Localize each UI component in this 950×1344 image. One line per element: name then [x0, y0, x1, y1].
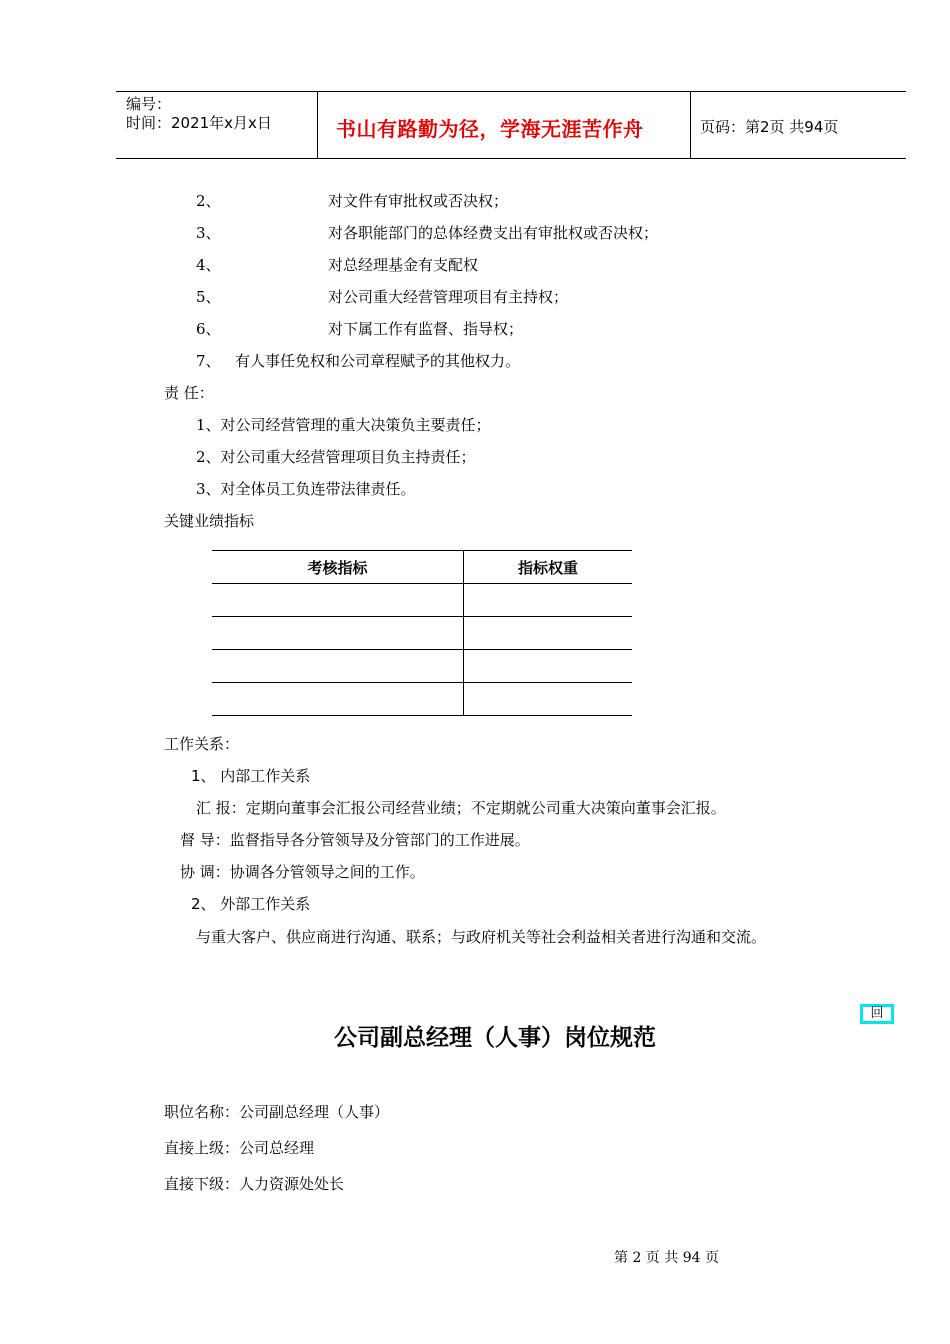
responsibility-item: 3、对全体员工负连带法律责任。: [196, 480, 416, 498]
supervise-row: [180, 829, 530, 850]
direct-superior-row: [164, 1137, 314, 1158]
page-footer: 第 2 页 共 94 页: [614, 1250, 719, 1266]
section-title: 公司副总经理（人事）岗位规范: [334, 1025, 656, 1051]
power-text: 对各职能部门的总体经费支出有审批权或否决权；: [328, 224, 659, 242]
power-text: 对文件有审批权或否决权；: [328, 192, 509, 210]
report-text: 定期向董事会汇报公司经营业绩；不定期就公司重大决策向董事会汇报。: [245, 799, 726, 817]
power-number: 7、: [196, 352, 221, 370]
supervise-text: 监督指导各分管领导及分管部门的工作进展。: [229, 831, 530, 849]
responsibility-item: 1、对公司经营管理的重大决策负主要责任；: [196, 416, 491, 434]
external-relations-heading: 2、 外部工作关系: [191, 895, 311, 913]
header-divider-left: [317, 91, 318, 158]
kpi-heading: 关键业绩指标: [164, 512, 255, 530]
direct-superior-value: 公司总经理: [239, 1139, 315, 1157]
power-text: 对下属工作有监督、指导权；: [328, 320, 524, 338]
responsibility-heading: 责 任：: [164, 384, 214, 402]
header-top-rule: [116, 91, 906, 92]
supervise-label: 督 导：: [180, 831, 230, 849]
report-label: 汇 报：: [196, 799, 246, 817]
header-bottom-rule: [116, 158, 906, 159]
kpi-column-weight: 指标权重: [464, 551, 633, 584]
table-row: [212, 617, 632, 650]
kpi-column-indicator: 考核指标: [212, 551, 464, 584]
relations-heading: 工作关系：: [164, 735, 240, 753]
direct-subordinate-row: [164, 1173, 344, 1194]
document-time-label: 时间：2021年x月x日: [126, 114, 272, 132]
table-row: [212, 650, 632, 683]
power-number: 6、: [196, 320, 221, 338]
back-button[interactable]: 回: [860, 1004, 894, 1024]
table-cell: [464, 584, 633, 617]
table-cell: [464, 650, 633, 683]
header-divider-right: [690, 91, 691, 158]
power-text: 有人事任免权和公司章程赋予的其他权力。: [235, 352, 521, 370]
power-number: 3、: [196, 224, 221, 242]
power-number: 4、: [196, 256, 221, 274]
table-cell: [464, 617, 633, 650]
table-cell: [212, 617, 464, 650]
report-row: [196, 797, 726, 818]
direct-superior-label: 直接上级：: [164, 1139, 240, 1157]
responsibility-item: 2、对公司重大经营管理项目负主持责任；: [196, 448, 476, 466]
power-number: 2、: [196, 192, 221, 210]
kpi-table-header-row: [212, 551, 632, 584]
coordinate-label: 协 调：: [180, 863, 230, 881]
table-cell: [464, 683, 633, 716]
external-relations-text: 与重大客户、供应商进行沟通、联系；与政府机关等社会利益相关者进行沟通和交流。: [196, 928, 767, 946]
coordinate-row: [180, 861, 425, 882]
coordinate-text: 协调各分管领导之间的工作。: [229, 863, 425, 881]
kpi-table: [212, 550, 632, 716]
internal-relations-heading: 1、 内部工作关系: [191, 767, 311, 785]
direct-subordinate-value: 人力资源处处长: [239, 1175, 345, 1193]
header-page-label: 页码：第2页 共94页: [700, 118, 839, 136]
position-name-label: 职位名称：: [164, 1103, 240, 1121]
table-row: [212, 584, 632, 617]
position-name-row: [164, 1101, 389, 1122]
power-text: 对总经理基金有支配权: [328, 256, 479, 274]
power-text: 对公司重大经营管理项目有主持权；: [328, 288, 569, 306]
table-cell: [212, 584, 464, 617]
table-cell: [212, 683, 464, 716]
table-cell: [212, 650, 464, 683]
direct-subordinate-label: 直接下级：: [164, 1175, 240, 1193]
position-name-value: 公司副总经理（人事）: [239, 1103, 390, 1121]
power-number: 5、: [196, 288, 221, 306]
table-row: [212, 683, 632, 716]
header-motto: 书山有路勤为径，学海无涯苦作舟: [336, 117, 644, 141]
document-number-label: 编号：: [126, 95, 172, 113]
